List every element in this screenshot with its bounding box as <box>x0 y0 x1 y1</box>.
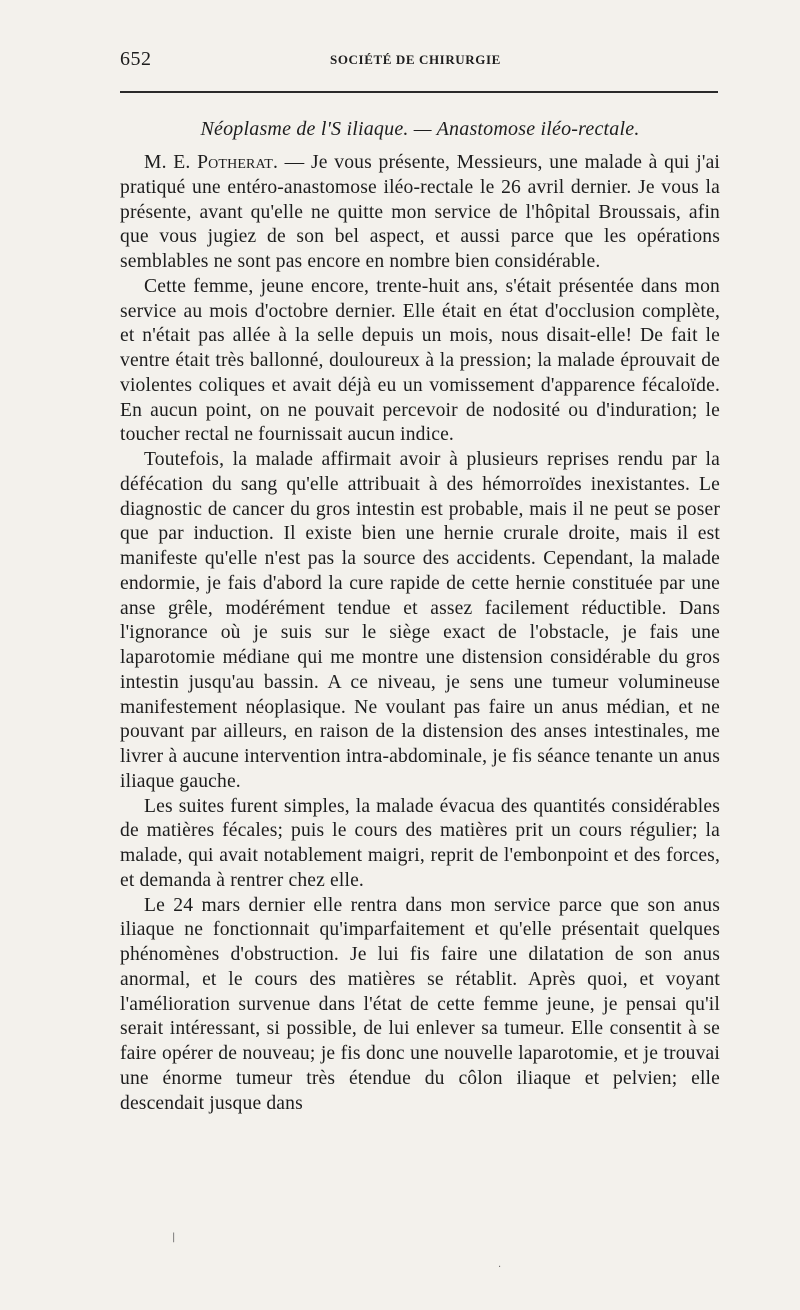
print-dot: · <box>498 1262 502 1273</box>
paragraph-1-text: — Je vous présente, Messieurs, une malade à qui j'ai pratiqué une entéro-anastomose iléo-rectale le 26 avril dernier. Je vous la présente, avant qu'elle ne quitte mon service de l'hôpital Broussais, afin que vous jugiez de son bel aspect, et aussi parce que les opérations semblables ne sont pas encore en nombre bien considérable. <box>120 152 721 272</box>
paragraph-2: Cette femme, jeune encore, trente-huit ans, s'était présentée dans mon service au mois d'octobre dernier. Elle était en état d'occlusion complète, et n'était pas allée à la selle depuis un mois, nous disait-elle! De fait le ventre était très ballonné, douloureux à la pression; la malade éprouvait de violentes coliques et avait déjà eu un vomissement d'apparence fécaloïde. En aucun point, on ne pouvait percevoir de nodosité ou d'induration; le toucher rectal ne fournissait aucun indice. <box>120 275 720 446</box>
running-head: SOCIÉTÉ DE CHIRURGIE <box>330 52 501 67</box>
speaker-name: Potherat. <box>197 152 278 173</box>
paragraph-4: Les suites furent simples, la malade évacua des quantités considérables de matières fécales; puis le cours des matières prit un cours régulier; la malade, qui avait notablement maigri, reprit de l'embonpoint et des forces, et demanda à rentrer chez elle. <box>120 795 720 891</box>
page-number: 652 <box>120 48 152 70</box>
paragraph-1 <box>120 151 720 275</box>
article-body <box>120 151 720 1116</box>
paragraph-5: Le 24 mars dernier elle rentra dans mon service parce que son anus iliaque ne fonctionnait qu'imparfaitement et qu'elle présentait quelques phénomènes d'obstruction. Je lui fis faire une dilatation de son anus anormal, et le cours des matières se rétablit. Après quoi, et voyant l'amélioration survenue dans l'état de cette femme jeune, je pensai qu'il serait intéressant, si possible, de lui enlever sa tumeur. Elle consentit à se faire opérer de nouveau; je fis donc une nouvelle laparotomie, et je trouvai une énorme tumeur très étendue du côlon iliaque et pelvien; elle descendait jusque dans <box>120 894 720 1114</box>
section-title: Néoplasme de l'S iliaque. — Anastomose iléo-rectale. <box>200 118 640 140</box>
header-rule <box>120 91 718 93</box>
margin-mark: | <box>172 1232 176 1243</box>
speaker-prefix: M. E. <box>144 152 198 173</box>
paragraph-3: Toutefois, la malade affirmait avoir à plusieurs reprises rendu par la défécation du sang qu'elle attribuait à des hémorroïdes inexistantes. Le diagnostic de cancer du gros intestin est probable, mais il ne peut se poser que par induction. Il existe bien une hernie crurale droite, mais il est manifeste qu'elle n'est pas la source des accidents. Cependant, la malade endormie, je fais d'abord la cure rapide de cette hernie constituée par une anse grêle, modérément tendue et assez facilement réductible. Dans l'ignorance où je suis sur le siège exact de l'obstacle, je fais une laparotomie médiane qui me montre une distension considérable du gros intestin jusqu'au bassin. A ce niveau, je sens une tumeur volumineuse manifestement néoplasique. Ne voulant pas faire un anus médian, et ne pouvant par ailleurs, en raison de la distension des anses intestinales, me livrer à aucune intervention intra-abdominale, je fis séance tenante un anus iliaque gauche. <box>120 449 720 792</box>
page-header <box>120 48 720 72</box>
